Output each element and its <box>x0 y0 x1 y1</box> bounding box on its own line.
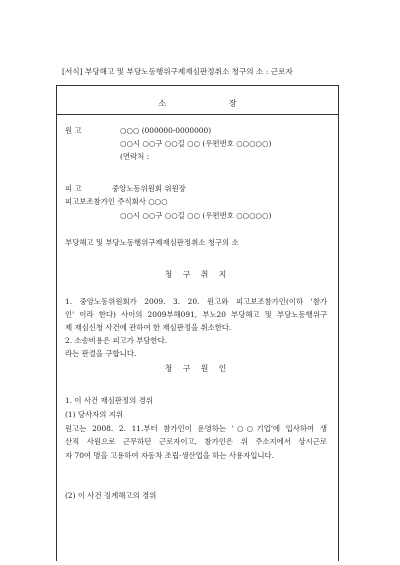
case-title: 부당해고 및 부당노동행위구제재심판정취소 청구의 소 <box>65 238 239 247</box>
claim-line: 라는 판결을 구합니다. <box>65 349 137 358</box>
cause-line: 산직 사원으로 근무하던 근로자이고, 참가인은 위 주소지에서 상시근로 <box>65 437 327 446</box>
claim-line: 1. 중앙노동위원회가 2009. 3. 20. 원고와 피고보조참가인(이하 '참가 <box>65 297 327 306</box>
claim-line: 인' 이라 한다) 사이의 2009부해091, 부노20 부당해고 및 부당노동행위구 <box>65 310 327 319</box>
cause-line: 자 70여 명을 고용하여 자동차 조립·생산업을 하는 사용자입니다. <box>65 451 275 460</box>
cause-line: (2) 이 사건 징계해고의 경위 <box>65 491 157 500</box>
page-header: [서식] 부당해고 및 부당노동행위구제재심판정취소 청구의 소 : 근로자 <box>62 67 293 76</box>
document-frame <box>56 85 339 561</box>
cause-line: (1) 당사자의 지위 <box>65 410 124 419</box>
document-title: 소 장 <box>158 98 267 108</box>
defendant-label: 피 고 <box>65 184 82 193</box>
claim-heading: 청 구 취 지 <box>164 270 231 279</box>
plaintiff-name: ○○○ (000000-0000000) <box>120 126 212 135</box>
cause-line: 1. 이 사건 재심판정의 경위 <box>65 396 153 405</box>
cause-heading: 청 구 원 인 <box>164 364 231 373</box>
plaintiff-contact: (연락처 : <box>120 152 150 161</box>
claim-line: 제 재심신청 사건에 관하여 한 재심판정을 취소한다. <box>65 323 232 332</box>
claim-line: 2. 소송비용은 피고가 부담한다. <box>65 336 168 345</box>
plaintiff-label: 원 고 <box>65 126 82 135</box>
intervenor-address: ○○시 ○○구 ○○길 ○○ (우편번호 ○○○○○) <box>120 211 272 220</box>
title-divider <box>57 114 338 115</box>
cause-line: 원고는 2008. 2. 11.부터 참가인이 운영하는 '○○기업'에 입사하여 생 <box>65 424 327 433</box>
intervenor-line: 피고보조참가인 주식회사 ○○○ <box>65 197 168 206</box>
defendant-name: 중앙노동위원회 위원장 <box>112 184 186 193</box>
plaintiff-address: ○○시 ○○구 ○○길 ○○ (우편번호 ○○○○○) <box>120 139 272 148</box>
